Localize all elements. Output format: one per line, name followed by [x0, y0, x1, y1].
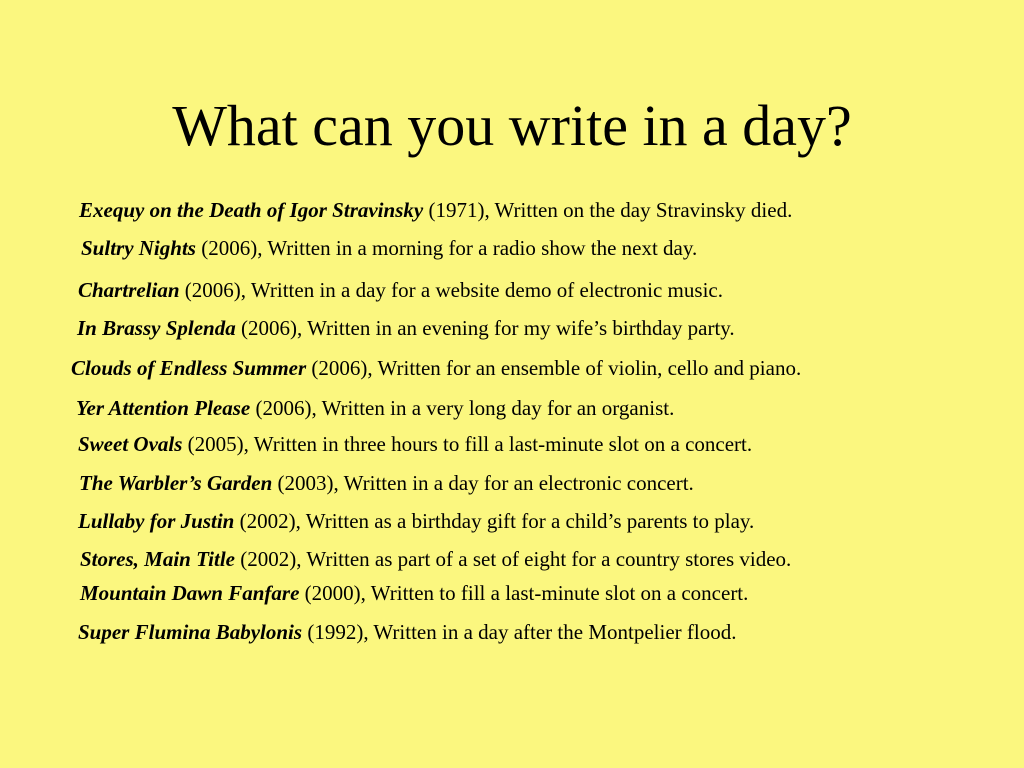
work-description: (2000), Written to fill a last-minute slot on a concert. — [304, 581, 749, 605]
work-title: Yer Attention Please — [76, 396, 251, 420]
work-description: (2006), Written in a day for a website demo of electronic music. — [184, 278, 723, 302]
work-entry — [77, 315, 735, 341]
work-entry — [80, 580, 748, 606]
work-description: (2006), Written in a morning for a radio show the next day. — [201, 236, 698, 260]
work-entry — [78, 431, 752, 457]
work-description: (2002), Written as a birthday gift for a child’s parents to play. — [239, 509, 755, 533]
work-description: (2006), Written in a very long day for an organist. — [255, 396, 675, 420]
work-title: Lullaby for Justin — [78, 509, 235, 533]
work-title: The Warbler’s Garden — [79, 471, 273, 495]
work-title: Sweet Ovals — [78, 432, 183, 456]
work-description: (2005), Written in three hours to fill a last-minute slot on a concert. — [187, 432, 753, 456]
work-description: (1992), Written in a day after the Montpelier flood. — [307, 620, 737, 644]
work-entry — [79, 197, 792, 223]
work-description: (2003), Written in a day for an electronic concert. — [277, 471, 694, 495]
slide-title: What can you write in a day? — [172, 93, 852, 158]
work-title: In Brassy Splenda — [77, 316, 236, 340]
work-entry — [78, 508, 754, 534]
work-title: Clouds of Endless Summer — [71, 356, 307, 380]
work-title: Mountain Dawn Fanfare — [80, 581, 300, 605]
work-entry — [76, 395, 674, 421]
work-entry — [79, 470, 694, 496]
work-title: Stores, Main Title — [80, 547, 235, 571]
work-title: Super Flumina Babylonis — [78, 620, 303, 644]
work-description: (2006), Written in an evening for my wife’s birthday party. — [240, 316, 735, 340]
work-title: Chartrelian — [78, 278, 180, 302]
work-description: (2006), Written for an ensemble of violin, cello and piano. — [311, 356, 802, 380]
work-title: Exequy on the Death of Igor Stravinsky — [79, 198, 424, 222]
work-title: Sultry Nights — [81, 236, 196, 260]
work-entry — [78, 277, 723, 303]
work-description: (1971), Written on the day Stravinsky died. — [428, 198, 793, 222]
work-entry — [80, 546, 791, 572]
work-description: (2002), Written as part of a set of eight for a country stores video. — [240, 547, 792, 571]
work-entry — [78, 619, 736, 645]
work-entry — [71, 355, 801, 381]
work-entry — [81, 235, 697, 261]
